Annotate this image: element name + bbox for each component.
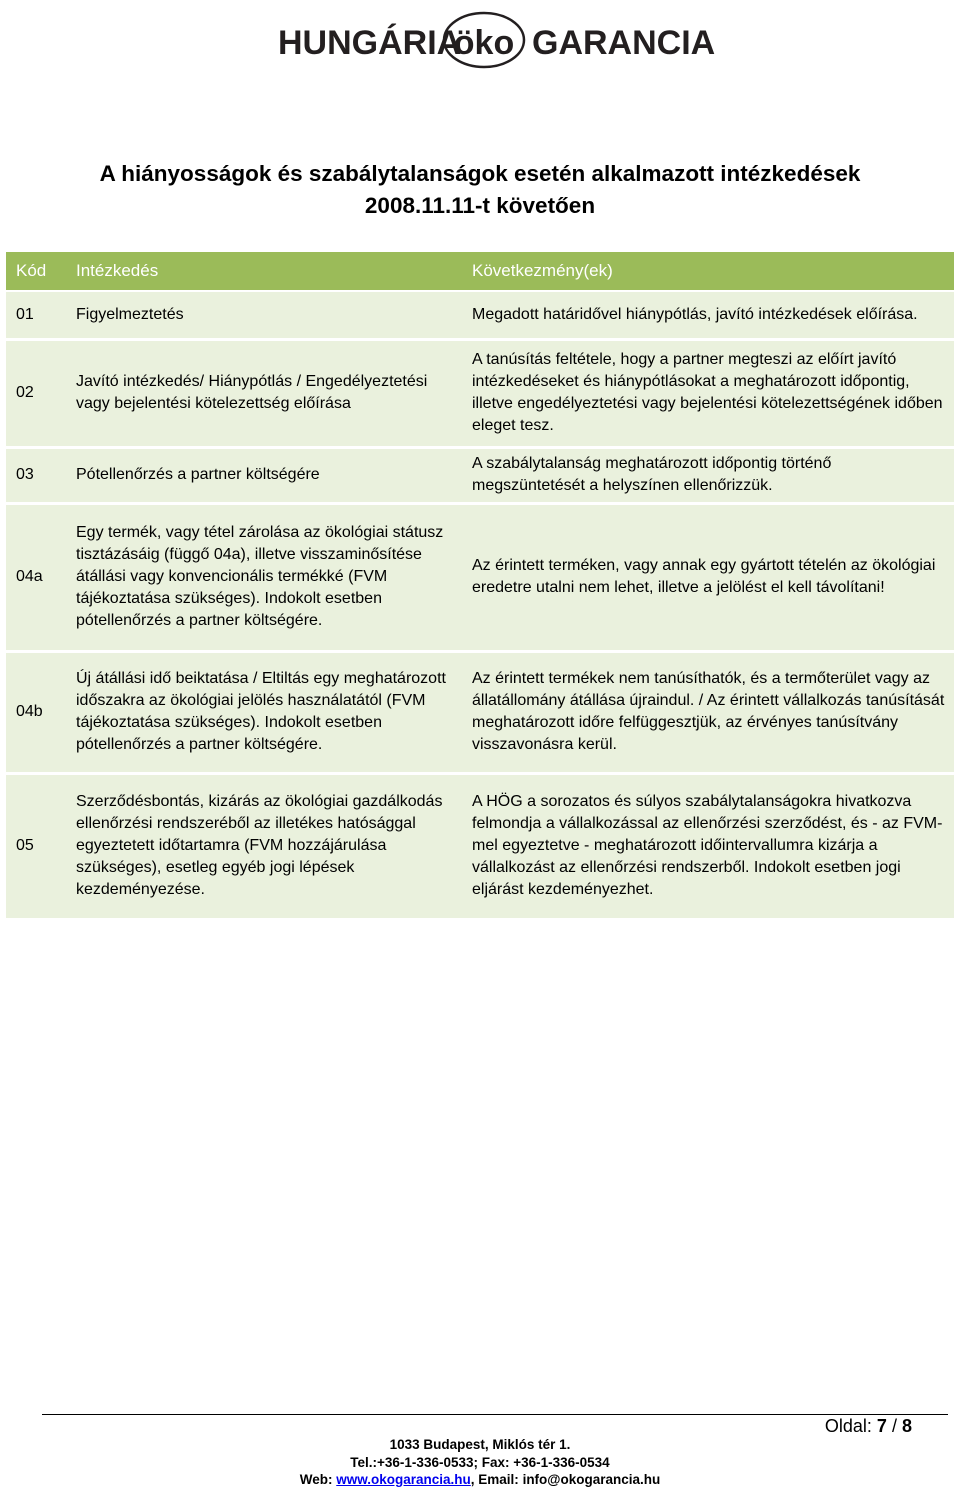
row-consequence: Az érintett terméken, vagy annak egy gyártott tételén az ökológiai eredetre utalni nem lehet, illetve a jelölést el kell távolítani! (472, 557, 936, 596)
title-line-1: A hiányosságok és szabálytalanságok esetén alkalmazott intézkedések (99, 161, 861, 186)
row-measure: Szerződésbontás, kizárás az ökológiai gazdálkodás ellenőrzési rendszeréből az illetékes hatósággal egyeztetett időtartamra (FVM hozzájárulása szükséges), esetleg egyéb jogi lépések kezdeményezése. (76, 793, 443, 898)
page-number-label: Oldal: (824, 1416, 872, 1436)
header-code: Kód (6, 252, 68, 291)
row-measure: Figyelmeztetés (76, 305, 184, 323)
row-code: 03 (16, 466, 34, 483)
footer-web-link[interactable]: www.okogarancia.hu (336, 1472, 471, 1487)
row-measure: Egy termék, vagy tétel zárolása az ökológiai státusz tisztázásáig (függő 04a), illetve visszaminősítése átállási vagy konvencionális termékké (FVM tájékoztatása szükséges). Indokolt esetben pótellenőrzés a partner költségére. (76, 524, 444, 629)
row-consequence: A szabálytalanság meghatározott időpontig történő megszüntetését a helyszínen ellenőrizzük. (472, 455, 832, 494)
table-row (6, 447, 954, 503)
table-row (6, 339, 954, 447)
table-row (6, 503, 954, 651)
footer-phones: Tel.:+36-1-336-0533; Fax: +36-1-336-0534 (350, 1454, 610, 1470)
footer-address: 1033 Budapest, Miklós tér 1. (389, 1437, 571, 1452)
row-measure: Új átállási idő beiktatása / Eltiltás egy meghatározott időszakra az ökológiai jelölés használatától (FVM tájékoztatása szükséges). Indokolt esetben pótellenőrzés a partner költségére. (76, 670, 446, 753)
page-number-separator: / (891, 1416, 897, 1436)
page-footer (0, 1436, 960, 1489)
row-code: 04a (16, 568, 43, 585)
footer-web-label: Web: (299, 1472, 333, 1487)
page-number-current: 7 (876, 1416, 887, 1436)
title-line-2: 2008.11.11-t követően (364, 193, 596, 218)
page-number-total: 8 (901, 1416, 912, 1436)
row-code: 01 (16, 305, 34, 323)
footer-contact-line (0, 1471, 960, 1489)
row-consequence: A tanúsítás feltétele, hogy a partner megteszi az előírt javító intézkedéseket és hiánypótlásokat a meghatározott időpontig, illetve engedélyeztetési vagy bejelentési kötelezettségének időben eleget tesz. (472, 351, 943, 434)
logo-word-right: GARANCIA (532, 24, 716, 62)
row-consequence: Megadott határidővel hiánypótlás, javító intézkedések előírása. (472, 305, 918, 323)
row-code: 02 (16, 384, 34, 401)
measures-table (6, 252, 954, 921)
footer-email[interactable]: info@okogarancia.hu (522, 1472, 661, 1487)
page-title (0, 158, 960, 222)
row-code: 04b (16, 703, 43, 720)
logo-graphic (270, 6, 716, 66)
footer-email-label: , Email: (470, 1472, 519, 1487)
logo-word-center: öko (453, 24, 515, 62)
row-measure: Pótellenőrzés a partner költségére (76, 466, 320, 483)
row-code: 05 (16, 837, 34, 854)
header-consequence: Következmény(ek) (464, 252, 954, 291)
logo-word-left: HUNGÁRIA (278, 24, 462, 62)
row-consequence: A HÖG a sorozatos és súlyos szabálytalanságokra hivatkozva felmondja a vállalkozással az ellenőrzési szerződést, és - az FVM-mel egyeztetve - meghatározott időintervallumra kizárja a vállalkozást az ellenőrzési rendszerből. Indokolt esetben jogi eljárást kezdeményezhet. (472, 793, 943, 898)
table-header-row (6, 252, 954, 291)
page-number (825, 1415, 912, 1437)
header-measure: Intézkedés (68, 252, 464, 291)
company-logo (270, 6, 716, 66)
row-measure: Javító intézkedés/ Hiánypótlás / Engedélyeztetési vagy bejelentési kötelezettség előírása (76, 373, 428, 412)
footer-divider (42, 1414, 948, 1415)
table-row (6, 291, 954, 339)
table-row (6, 773, 954, 919)
row-consequence: Az érintett termékek nem tanúsíthatók, és a termőterület vagy az állatállomány átállása újraindul. / Az érintett vállalkozás tanúsítását meghatározott időre felfüggesztjük, az érvényes tanúsítvány visszavonásra kerül. (472, 670, 945, 753)
table-row (6, 651, 954, 773)
